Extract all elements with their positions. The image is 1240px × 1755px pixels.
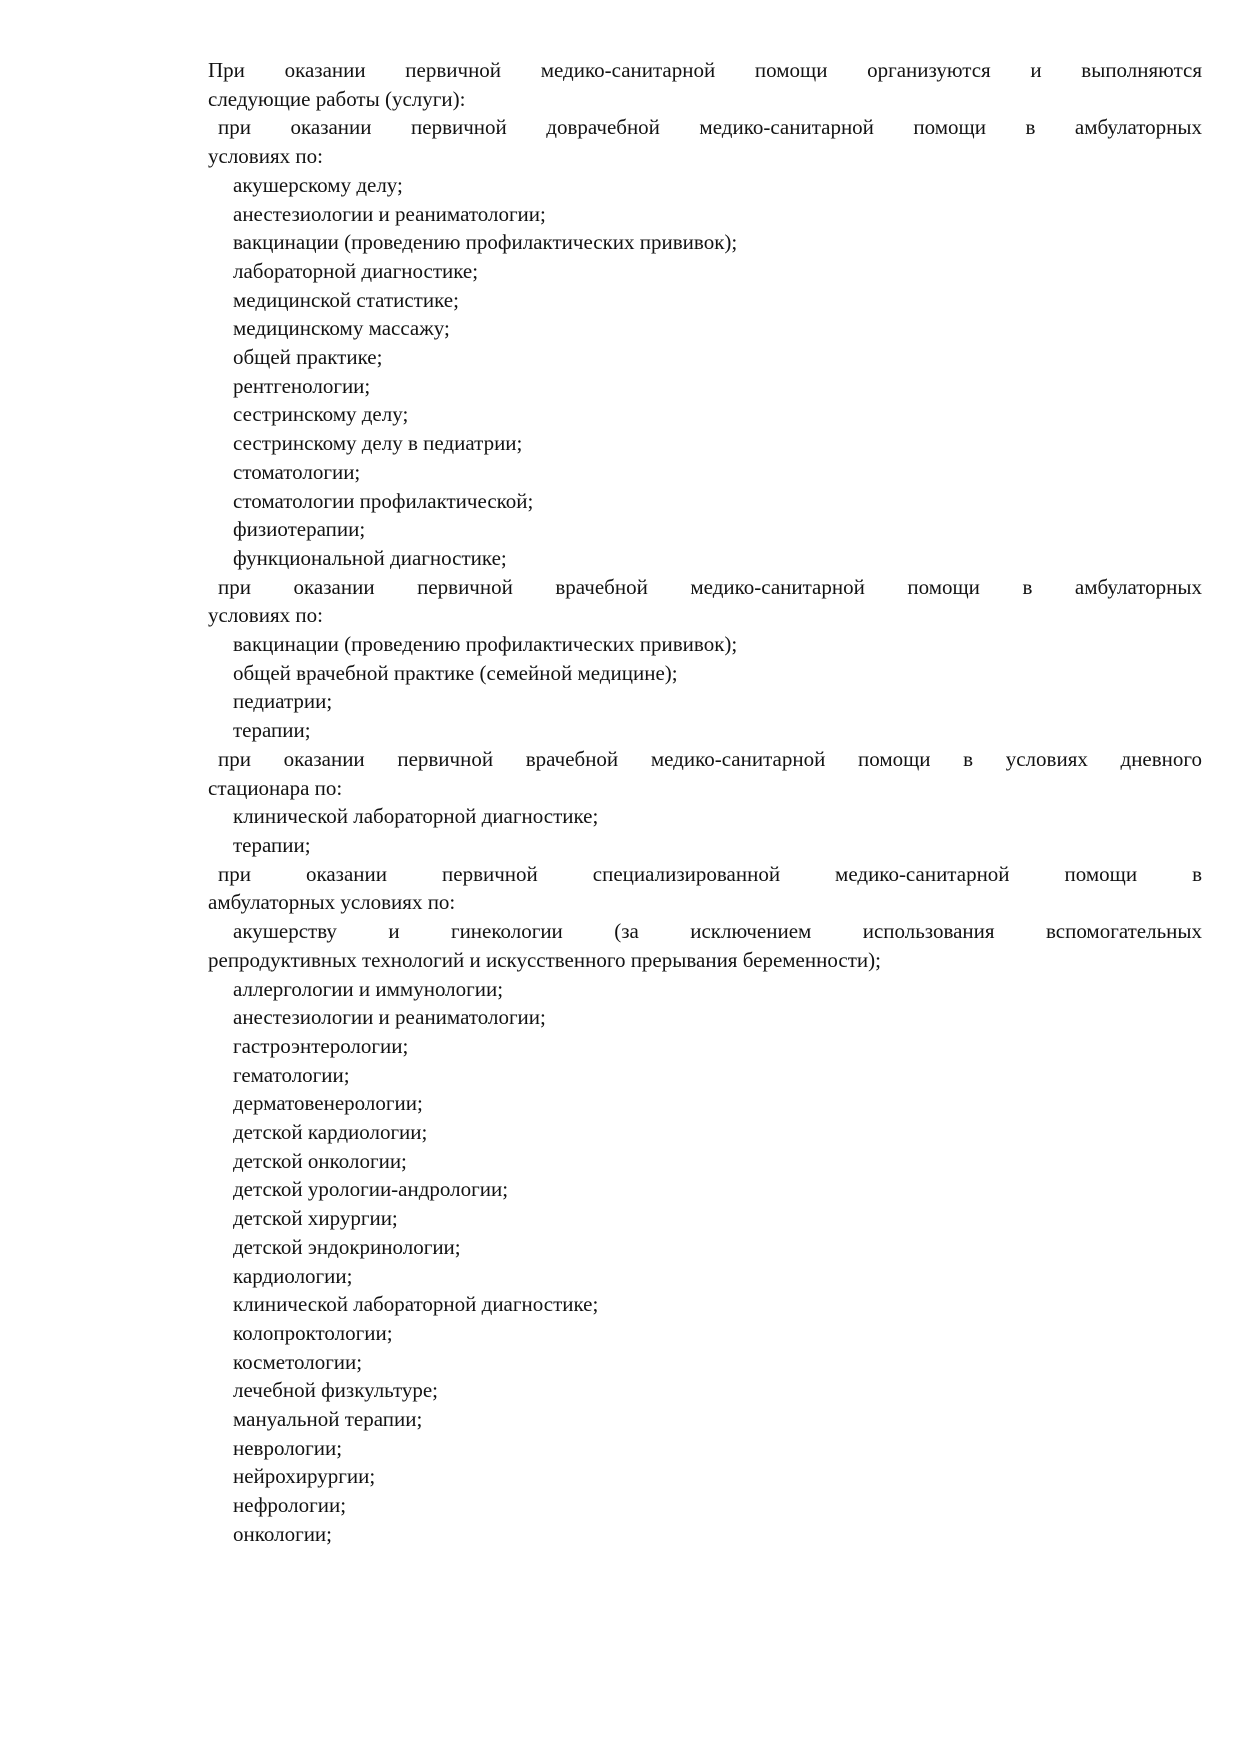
service-list-item: медицинскому массажу; <box>233 316 450 341</box>
text-line: стационара по: <box>208 775 343 800</box>
text-line: акушерству и гинекологии (за исключением использования вспомогательных <box>233 919 1202 944</box>
primary-specialized-care-section <box>208 860 1202 917</box>
service-list-item: онкологии; <box>233 1521 333 1546</box>
pre-medical-services-list <box>208 171 1202 573</box>
service-list-item: педиатрии; <box>233 689 333 714</box>
service-list-item: детской кардиологии; <box>233 1120 428 1145</box>
license-works-services-text <box>208 56 1202 1549</box>
service-list-item: детской онкологии; <box>233 1148 407 1173</box>
text-line: при оказании первичной врачебной медико-санитарной помощи в амбулаторных <box>218 574 1202 599</box>
service-list-item: клинической лабораторной диагностике; <box>233 804 599 829</box>
service-list-item: детской урологии-андрологии; <box>233 1177 509 1202</box>
obstetrics-gynecology-item <box>208 917 1202 974</box>
text-line: условиях по: <box>208 144 323 169</box>
day-hospital-services-list <box>208 802 1202 859</box>
service-list-item: акушерскому делу; <box>233 172 403 197</box>
service-list-item: аллергологии и иммунологии; <box>233 976 504 1001</box>
service-list-item: лечебной физкультуре; <box>233 1378 439 1403</box>
service-list-item: функциональной диагностике; <box>233 545 507 570</box>
service-list-item: кардиологии; <box>233 1263 353 1288</box>
service-list-item: детской хирургии; <box>233 1206 398 1231</box>
primary-medical-day-hospital-section <box>208 745 1202 802</box>
service-list-item: общей практике; <box>233 345 383 370</box>
service-list-item: детской эндокринологии; <box>233 1234 461 1259</box>
text-line: амбулаторных условиях по: <box>208 890 456 915</box>
service-list-item: стоматологии профилактической; <box>233 488 534 513</box>
service-list-item: вакцинации (проведению профилактических прививок); <box>233 632 738 657</box>
service-list-item: нейрохирургии; <box>233 1464 376 1489</box>
primary-medical-ambulatory-section <box>208 573 1202 630</box>
service-list-item: медицинской статистике; <box>233 287 459 312</box>
service-list-item: сестринскому делу в педиатрии; <box>233 431 523 456</box>
service-list-item: неврологии; <box>233 1435 343 1460</box>
service-list-item: гематологии; <box>233 1062 350 1087</box>
service-list-item: гастроэнтерологии; <box>233 1033 409 1058</box>
service-list-item: сестринскому делу; <box>233 402 409 427</box>
text-line: при оказании первичной врачебной медико-санитарной помощи в условиях дневного <box>218 746 1202 771</box>
service-list-item: лабораторной диагностике; <box>233 258 479 283</box>
service-list-item: рентгенологии; <box>233 373 371 398</box>
service-list-item: стоматологии; <box>233 459 361 484</box>
intro-paragraph <box>208 56 1202 113</box>
service-list-item: косметологии; <box>233 1349 363 1374</box>
service-list-item: физиотерапии; <box>233 517 366 542</box>
text-line: условиях по: <box>208 603 323 628</box>
medical-ambulatory-services-list <box>208 630 1202 745</box>
specialized-services-list <box>208 975 1202 1549</box>
service-list-item: нефрологии; <box>233 1493 347 1518</box>
text-line: при оказании первичной специализированной медико-санитарной помощи в <box>218 861 1202 886</box>
service-list-item: мануальной терапии; <box>233 1407 423 1432</box>
text-line: следующие работы (услуги): <box>208 86 466 111</box>
service-list-item: колопроктологии; <box>233 1320 393 1345</box>
service-list-item: анестезиологии и реаниматологии; <box>233 1005 546 1030</box>
text-line: репродуктивных технологий и искусственного прерывания беременности); <box>208 947 881 972</box>
service-list-item: клинической лабораторной диагностике; <box>233 1292 599 1317</box>
primary-pre-medical-care-section <box>208 113 1202 170</box>
service-list-item: вакцинации (проведению профилактических прививок); <box>233 230 738 255</box>
text-line: При оказании первичной медико-санитарной помощи организуются и выполняются <box>208 58 1202 82</box>
service-list-item: дерматовенерологии; <box>233 1091 423 1116</box>
service-list-item: терапии; <box>233 832 311 857</box>
service-list-item: терапии; <box>233 718 311 743</box>
text-line: при оказании первичной доврачебной медико-санитарной помощи в амбулаторных <box>218 115 1202 140</box>
service-list-item: общей врачебной практике (семейной медицине); <box>233 660 678 685</box>
service-list-item: анестезиологии и реаниматологии; <box>233 201 546 226</box>
